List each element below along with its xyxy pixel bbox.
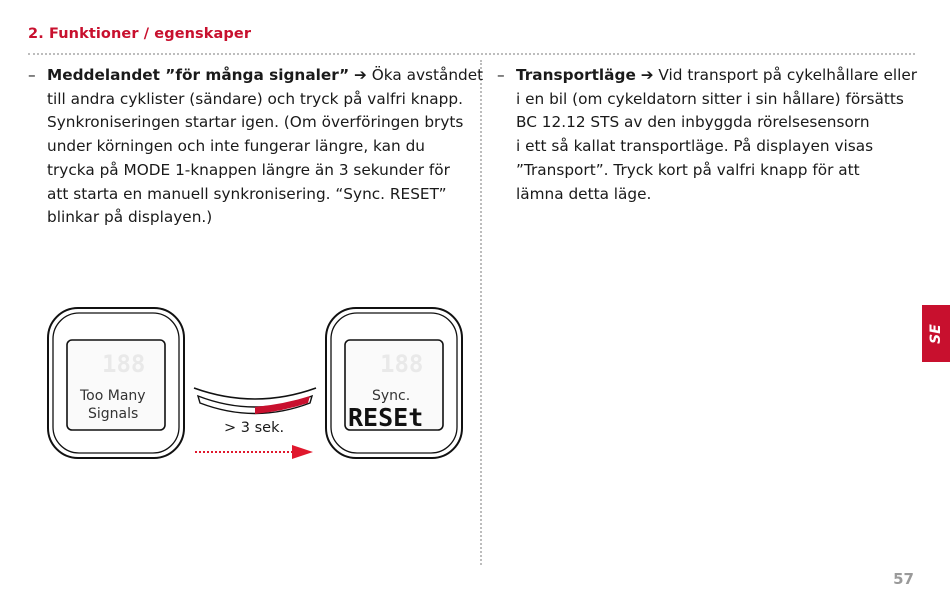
lcd-ghost-digits: 188 — [102, 350, 146, 378]
paragraph-line: Synkroniseringen startar igen. (Om överföringen bryts — [47, 113, 464, 132]
lcd-segment-text: RESEt — [348, 403, 424, 432]
left-column — [28, 64, 484, 230]
lcd-text-line-1: Too Many — [80, 388, 146, 404]
right-arrow-icon: ➔ — [354, 66, 367, 84]
language-tab-label: SE — [928, 323, 944, 344]
right-first-line — [497, 64, 917, 88]
paragraph-line: i en bil (om cykeldatorn sitter i sin hållare) försätts — [516, 89, 904, 108]
language-tab — [922, 305, 950, 362]
dotted-divider-horizontal — [28, 53, 915, 55]
section-heading: 2. Funktioner / egenskaper — [28, 26, 252, 42]
paragraph-line: till andra cyklister (sändare) och tryck på valfri knapp. — [47, 89, 463, 108]
paragraph-line: blinkar på displayen.) — [47, 208, 213, 227]
lcd-text-line-1: Sync. — [372, 388, 411, 404]
paragraph-line: ”Transport”. Tryck kort på valfri knapp för att — [516, 160, 860, 179]
bullet-dash: – — [28, 66, 36, 84]
device-illustration — [40, 300, 470, 475]
right-arrow-icon: ➔ — [640, 66, 654, 84]
press-duration-label: > 3 sek. — [224, 420, 285, 436]
page-number: 57 — [893, 570, 914, 588]
too-many-signals-term: Meddelandet ”för många signaler” — [47, 66, 350, 84]
lcd-text-line-2: Signals — [88, 406, 139, 422]
right-column — [497, 64, 917, 206]
paragraph-line: under körningen och inte fungerar längre, kan du — [47, 137, 425, 156]
bike-computer-device-1 — [48, 308, 184, 458]
paragraph-line: Vid transport på cykelhållare eller — [658, 66, 918, 84]
bullet-dash: – — [497, 66, 505, 84]
bike-computer-device-2 — [326, 308, 462, 458]
paragraph-line: Öka avståndet — [371, 66, 484, 84]
lcd-ghost-digits: 188 — [380, 350, 424, 378]
dotted-divider-vertical — [480, 60, 482, 565]
left-first-line — [28, 64, 484, 88]
mode-button-press — [194, 388, 316, 414]
arrow-head-icon — [292, 445, 313, 459]
paragraph-line: i ett så kallat transportläge. På displayen visas — [516, 137, 874, 156]
paragraph-line: trycka på MODE 1-knappen längre än 3 sekunder för — [47, 160, 450, 179]
paragraph-line: BC 12.12 STS av den inbyggda rörelsesensorn — [516, 113, 870, 132]
paragraph-line: lämna detta läge. — [516, 184, 652, 203]
paragraph-line: att starta en manuell synkronisering. “Sync. RESET” — [47, 184, 447, 203]
transport-mode-term: Transportläge — [516, 66, 636, 84]
